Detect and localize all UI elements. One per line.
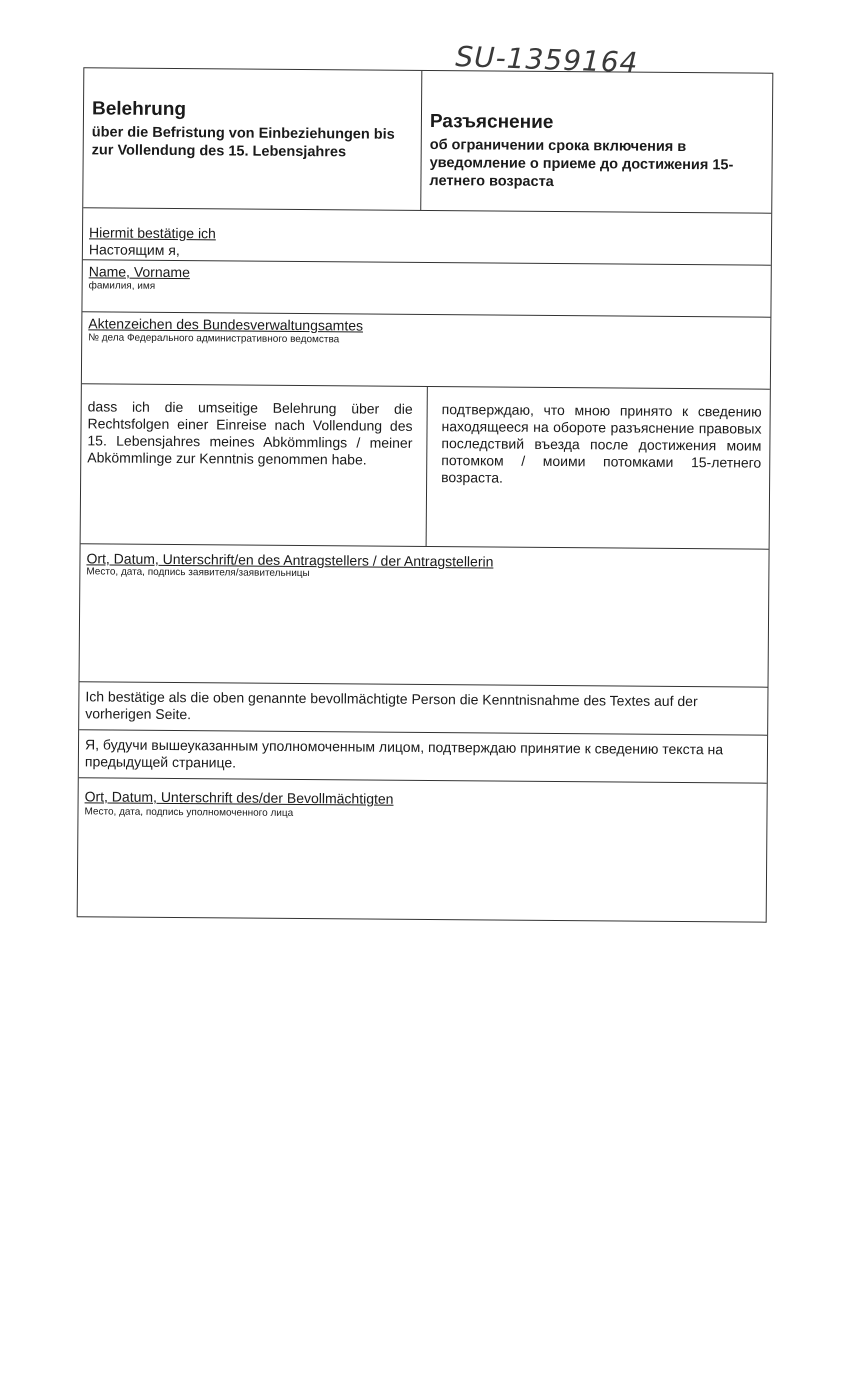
declaration-form bbox=[77, 67, 774, 922]
confirm-label-russian: Настоящим я, bbox=[88, 241, 180, 259]
acknowledgement-russian-section bbox=[79, 730, 767, 783]
title-german: Belehrung bbox=[91, 98, 187, 121]
statement-russian: подтверждаю, что мною принято к сведению находящееся на обороте разъяснение правовых последствий въезда после достижения моим потомком / моими потомками 15-летнего возраста. bbox=[441, 401, 762, 486]
header-russian bbox=[421, 71, 772, 213]
statement-german-cell bbox=[81, 384, 428, 546]
applicant-signature-label-german: Ort, Datum, Unterschrift/en des Antragstellers / der Antragstellerin bbox=[86, 550, 494, 570]
statement-section bbox=[81, 384, 770, 549]
statement-russian-cell bbox=[427, 387, 770, 549]
representative-signature-field[interactable] bbox=[78, 778, 767, 923]
representative-signature-label-german: Ort, Datum, Unterschrift des/der Bevollmächtigten bbox=[84, 788, 394, 807]
handwritten-document-id: SU-1359164 bbox=[454, 40, 639, 80]
acknowledgement-german-section bbox=[79, 682, 767, 735]
acknowledgement-russian: Я, будучи вышеуказанным уполномоченным лицом, подтверждаю принятие к сведению текста на предыдущей странице. bbox=[84, 736, 724, 771]
subtitle-german: über die Befristung von Einbeziehungen bis zur Vollendung des 15. Lebensjahres bbox=[91, 124, 395, 161]
case-number-field[interactable] bbox=[82, 312, 771, 389]
case-number-label-german: Aktenzeichen des Bundesverwaltungsamtes bbox=[88, 315, 364, 334]
applicant-signature-label-russian: Место, дата, подпись заявителя/заявительницы bbox=[86, 566, 310, 580]
case-number-label-russian: № дела Федерального административного ведомства bbox=[88, 332, 340, 346]
statement-german: dass ich die umseitige Belehrung über die Rechtsfolgen einer Einreise nach Vollendung des 15. Lebensjahres meines Abkömmlings / meiner Abkömmlinge zur Kenntnis genommen habe. bbox=[87, 398, 413, 468]
name-label-russian: фамилия, имя bbox=[88, 280, 156, 292]
acknowledgement-german: Ich bestätige als die oben genannte bevollmächtigte Person die Kenntnisnahme des Textes auf der vorherigen Seite. bbox=[85, 688, 698, 723]
name-label-german: Name, Vorname bbox=[88, 263, 190, 281]
subtitle-russian: об ограничении срока включения в уведомление о приеме до достижения 15-летнего возраста bbox=[429, 137, 734, 191]
title-russian: Разъяснение bbox=[429, 111, 554, 133]
form-header bbox=[83, 68, 772, 213]
representative-signature-label-russian: Место, дата, подпись уполномоченного лица bbox=[84, 806, 294, 819]
confirm-section bbox=[83, 208, 771, 265]
applicant-signature-field[interactable] bbox=[80, 544, 769, 687]
confirm-label-german: Hiermit bestätige ich bbox=[88, 224, 216, 242]
header-german bbox=[83, 68, 422, 210]
name-field[interactable] bbox=[82, 260, 770, 317]
